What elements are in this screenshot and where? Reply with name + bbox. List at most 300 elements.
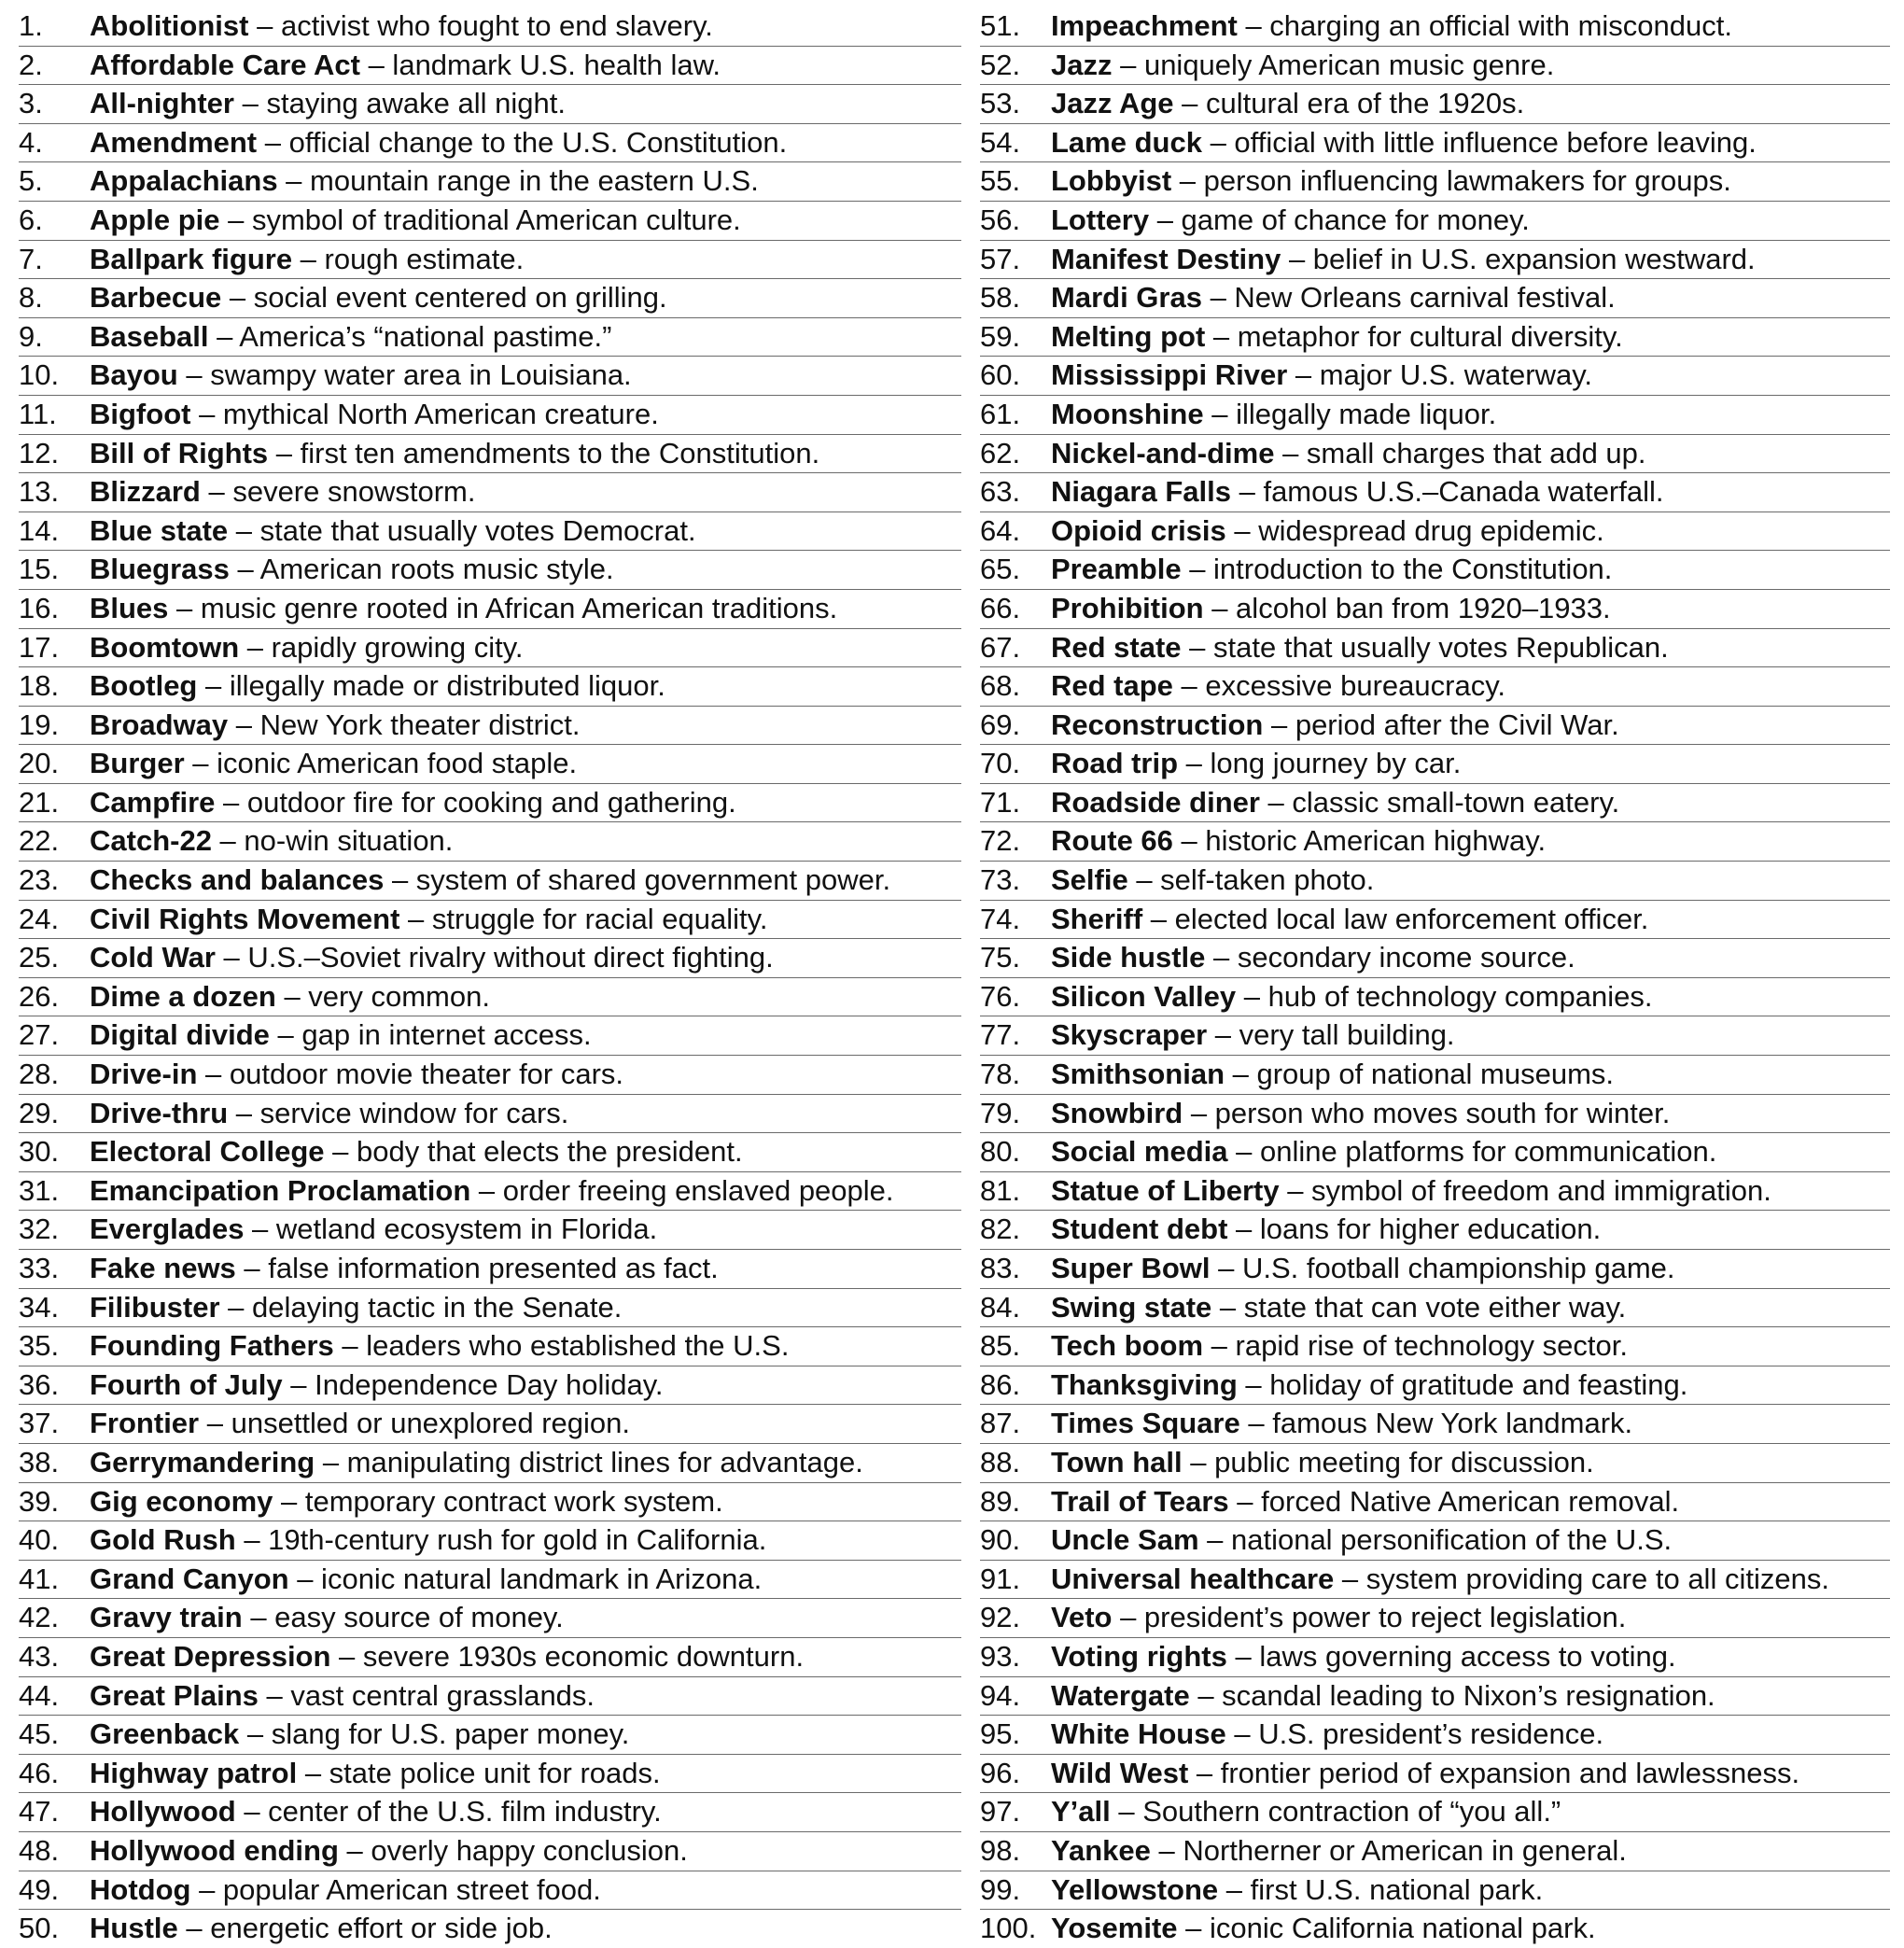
entry-term: Lottery xyxy=(1051,203,1150,236)
entry-definition: – official change to the U.S. Constitution. xyxy=(257,125,788,159)
entry-text xyxy=(1051,1327,1628,1365)
entry-definition: – period after the Civil War. xyxy=(1263,708,1619,741)
entry-text xyxy=(1051,1133,1716,1170)
entry-term: Trail of Tears xyxy=(1051,1484,1229,1518)
glossary-entry xyxy=(980,124,1890,163)
glossary-entry xyxy=(19,512,961,552)
entry-number: 34. xyxy=(19,1290,60,1324)
entry-text xyxy=(1051,7,1732,45)
entry-text xyxy=(90,357,632,394)
glossary-column-right xyxy=(980,7,1890,1948)
entry-number: 2. xyxy=(19,48,43,81)
entry-text xyxy=(90,318,611,356)
entry-definition: – laws governing access to voting. xyxy=(1226,1639,1676,1673)
entry-term: Tech boom xyxy=(1051,1329,1204,1363)
entry-definition: – activist who fought to end slavery. xyxy=(248,9,713,42)
glossary-entry xyxy=(980,1444,1890,1483)
entry-definition: – public meeting for discussion. xyxy=(1182,1445,1594,1479)
entry-number: 81. xyxy=(980,1173,1021,1207)
entry-text xyxy=(1051,162,1731,200)
glossary-entry xyxy=(980,1832,1890,1871)
entry-term: Yankee xyxy=(1051,1833,1151,1867)
entry-number: 99. xyxy=(980,1872,1021,1906)
entry-number: 63. xyxy=(980,475,1021,509)
entry-definition: – alcohol ban from 1920–1933. xyxy=(1203,591,1611,624)
glossary-entry xyxy=(980,85,1890,124)
entry-text xyxy=(90,1172,894,1210)
glossary-entry xyxy=(19,590,961,629)
glossary-entry xyxy=(19,1755,961,1794)
entry-definition: – slang for U.S. paper money. xyxy=(239,1717,630,1751)
entry-term: Gold Rush xyxy=(90,1523,236,1557)
entry-term: Appalachians xyxy=(90,164,278,198)
entry-text xyxy=(1051,590,1611,627)
entry-text xyxy=(1051,1250,1675,1287)
entry-term: Affordable Care Act xyxy=(90,48,360,81)
entry-text xyxy=(1051,667,1505,705)
entry-number: 32. xyxy=(19,1212,60,1246)
entry-text xyxy=(1051,1405,1632,1442)
entry-term: Wild West xyxy=(1051,1756,1189,1789)
entry-definition: – hub of technology companies. xyxy=(1236,979,1653,1013)
entry-definition: – false information presented as fact. xyxy=(235,1252,719,1284)
entry-term: Broadway xyxy=(90,708,229,741)
entry-text xyxy=(90,202,741,239)
entry-definition: – loans for higher education. xyxy=(1227,1212,1602,1246)
entry-text xyxy=(1051,85,1524,122)
entry-number: 96. xyxy=(980,1756,1021,1789)
entry-term: Abolitionist xyxy=(90,9,249,42)
entry-definition: – illegally made liquor. xyxy=(1203,397,1497,430)
entry-number: 29. xyxy=(19,1096,60,1129)
entry-text xyxy=(1051,279,1616,316)
entry-number: 6. xyxy=(19,203,43,236)
glossary-entry xyxy=(19,667,961,707)
entry-text xyxy=(90,1910,553,1947)
glossary-entry xyxy=(980,629,1890,668)
glossary-entry xyxy=(19,1910,961,1948)
entry-definition: – iconic California national park. xyxy=(1177,1912,1596,1945)
entry-term: Reconstruction xyxy=(1051,708,1264,741)
entry-term: Jazz Age xyxy=(1051,87,1174,120)
glossary-entry xyxy=(19,822,961,862)
entry-text xyxy=(1051,822,1546,860)
entry-definition: – secondary income source. xyxy=(1205,941,1575,974)
entry-definition: – symbol of traditional American culture. xyxy=(219,203,741,236)
entry-number: 30. xyxy=(19,1135,60,1169)
entry-number: 45. xyxy=(19,1717,60,1751)
entry-text xyxy=(90,279,667,316)
entry-text xyxy=(1051,784,1619,821)
glossary-entry xyxy=(19,1289,961,1328)
entry-term: Checks and balances xyxy=(90,863,385,897)
entry-term: Impeachment xyxy=(1051,9,1238,42)
glossary-entry xyxy=(980,1172,1890,1212)
entry-definition: – excessive bureaucracy. xyxy=(1172,669,1506,703)
entry-text xyxy=(1051,939,1575,976)
entry-number: 75. xyxy=(980,941,1021,974)
entry-definition: – system of shared government power. xyxy=(384,863,891,897)
entry-text xyxy=(90,1327,789,1365)
entry-text xyxy=(1051,1832,1627,1870)
entry-term: Swing state xyxy=(1051,1290,1212,1324)
entry-term: Mardi Gras xyxy=(1051,281,1202,315)
entry-text xyxy=(90,241,524,278)
entry-definition: – introduction to the Constitution. xyxy=(1181,553,1613,586)
entry-text xyxy=(90,1832,688,1870)
entry-term: Baseball xyxy=(90,319,209,353)
entry-definition: – unsettled or unexplored region. xyxy=(199,1407,630,1440)
entry-term: Hustle xyxy=(90,1912,178,1945)
glossary-entry xyxy=(19,784,961,823)
entry-definition: – classic small-town eatery. xyxy=(1259,785,1620,819)
entry-term: Preamble xyxy=(1051,553,1182,586)
entry-text xyxy=(1051,1677,1715,1715)
entry-number: 13. xyxy=(19,475,60,509)
glossary-entry xyxy=(19,707,961,746)
entry-definition: – rapidly growing city. xyxy=(239,630,524,664)
entry-number: 51. xyxy=(980,9,1021,42)
entry-text xyxy=(90,1677,595,1715)
entry-definition: – self-taken photo. xyxy=(1127,863,1375,897)
entry-term: Highway patrol xyxy=(90,1756,298,1789)
entry-definition: – elected local law enforcement officer. xyxy=(1142,902,1649,935)
entry-text xyxy=(90,862,890,899)
entry-number: 3. xyxy=(19,87,43,120)
entry-definition: – temporary contract work system. xyxy=(273,1484,723,1518)
entry-definition: – holiday of gratitude and feasting. xyxy=(1237,1367,1688,1401)
glossary-entry xyxy=(980,1561,1890,1600)
glossary-entry xyxy=(980,978,1890,1017)
entry-term: Blues xyxy=(90,591,169,624)
entry-definition: – state that usually votes Republican. xyxy=(1181,630,1669,664)
entry-number: 54. xyxy=(980,125,1021,159)
glossary-entry xyxy=(980,1289,1890,1328)
entry-term: Sheriff xyxy=(1051,902,1143,935)
glossary-entry xyxy=(19,1483,961,1522)
glossary-entry xyxy=(980,784,1890,823)
glossary-entry xyxy=(19,629,961,668)
entry-term: Everglades xyxy=(90,1212,245,1246)
entry-definition: – illegally made or distributed liquor. xyxy=(197,669,665,703)
glossary-entry xyxy=(980,707,1890,746)
glossary-entry xyxy=(980,1366,1890,1406)
entry-definition: – landmark U.S. health law. xyxy=(359,48,721,81)
glossary-entry xyxy=(19,435,961,474)
entry-text xyxy=(1051,1910,1596,1947)
entry-definition: – major U.S. waterway. xyxy=(1287,358,1593,392)
glossary-entry xyxy=(19,1599,961,1638)
entry-term: Fourth of July xyxy=(90,1367,283,1401)
entry-number: 35. xyxy=(19,1329,60,1363)
entry-text xyxy=(90,1521,766,1559)
entry-number: 19. xyxy=(19,708,60,741)
entry-text xyxy=(90,512,696,550)
entry-term: Veto xyxy=(1051,1601,1113,1634)
entry-text xyxy=(90,1095,568,1132)
entry-term: White House xyxy=(1051,1717,1226,1751)
glossary-entry xyxy=(980,1483,1890,1522)
entry-number: 78. xyxy=(980,1058,1021,1091)
entry-text xyxy=(90,1405,630,1442)
entry-term: Voting rights xyxy=(1051,1639,1227,1673)
entry-term: Smithsonian xyxy=(1051,1058,1225,1091)
entry-term: Founding Fathers xyxy=(90,1329,334,1363)
glossary-entry xyxy=(980,1133,1890,1172)
entry-number: 94. xyxy=(980,1678,1021,1712)
entry-number: 9. xyxy=(19,319,43,353)
entry-definition: – American roots music style. xyxy=(229,553,614,586)
glossary-entry xyxy=(980,512,1890,552)
entry-text xyxy=(1051,629,1669,666)
entry-term: Gerrymandering xyxy=(90,1445,315,1479)
entry-definition: – person who moves south for winter. xyxy=(1183,1096,1671,1129)
entry-number: 44. xyxy=(19,1678,60,1712)
entry-text xyxy=(1051,241,1756,278)
entry-text xyxy=(90,1133,743,1170)
entry-definition: – scandal leading to Nixon’s resignation. xyxy=(1189,1678,1715,1712)
glossary-entry xyxy=(980,822,1890,862)
entry-text xyxy=(1051,1444,1594,1481)
glossary-entry xyxy=(19,1832,961,1871)
entry-term: Great Plains xyxy=(90,1678,259,1712)
glossary-entry xyxy=(980,1910,1890,1948)
entry-term: Bill of Rights xyxy=(90,436,269,469)
entry-term: Nickel-and-dime xyxy=(1051,436,1275,469)
entry-definition: – New Orleans carnival festival. xyxy=(1201,281,1616,315)
entry-definition: – small charges that add up. xyxy=(1274,436,1646,469)
entry-text xyxy=(1051,978,1653,1016)
entry-definition: – struggle for racial equality. xyxy=(399,902,768,935)
entry-number: 92. xyxy=(980,1601,1021,1634)
entry-text xyxy=(90,473,475,511)
glossary-entry xyxy=(19,162,961,202)
entry-definition: – first ten amendments to the Constitution. xyxy=(268,436,820,469)
entry-number: 77. xyxy=(980,1018,1021,1052)
entry-number: 48. xyxy=(19,1833,60,1867)
entry-definition: – state that usually votes Democrat. xyxy=(228,513,696,547)
entry-term: Thanksgiving xyxy=(1051,1367,1238,1401)
entry-text xyxy=(1051,1561,1829,1598)
entry-number: 53. xyxy=(980,87,1021,120)
entry-definition: – mountain range in the eastern U.S. xyxy=(277,164,759,198)
glossary-entry xyxy=(980,357,1890,396)
entry-text xyxy=(1051,47,1554,84)
entry-term: Hollywood ending xyxy=(90,1833,339,1867)
entry-text xyxy=(90,1366,664,1404)
entry-text xyxy=(1051,318,1623,356)
entry-text xyxy=(90,1250,719,1287)
entry-number: 47. xyxy=(19,1795,60,1829)
entry-text xyxy=(90,1056,623,1093)
glossary-entry xyxy=(980,901,1890,940)
entry-term: Town hall xyxy=(1051,1445,1183,1479)
entry-definition: – forced Native American removal. xyxy=(1228,1484,1680,1518)
glossary-entry xyxy=(980,202,1890,241)
entry-number: 16. xyxy=(19,591,60,624)
entry-number: 10. xyxy=(19,358,60,392)
entry-definition: – metaphor for cultural diversity. xyxy=(1205,319,1623,353)
entry-text xyxy=(90,1793,662,1830)
glossary-entry xyxy=(19,241,961,280)
glossary-entry xyxy=(980,162,1890,202)
entry-term: Road trip xyxy=(1051,747,1179,780)
entry-definition: – severe snowstorm. xyxy=(200,475,476,509)
entry-text xyxy=(1051,1056,1614,1093)
glossary-entry xyxy=(980,551,1890,590)
entry-term: Dime a dozen xyxy=(90,979,276,1013)
glossary-entry xyxy=(980,1211,1890,1250)
entry-number: 89. xyxy=(980,1484,1021,1518)
entry-term: Bluegrass xyxy=(90,553,230,586)
entry-term: Burger xyxy=(90,747,185,780)
entry-number: 36. xyxy=(19,1367,60,1401)
entry-term: Statue of Liberty xyxy=(1051,1173,1280,1207)
entry-number: 76. xyxy=(980,979,1021,1013)
entry-term: Amendment xyxy=(90,125,258,159)
entry-number: 100. xyxy=(980,1912,1037,1945)
entry-number: 79. xyxy=(980,1096,1021,1129)
entry-term: Melting pot xyxy=(1051,319,1206,353)
entry-text xyxy=(90,1638,804,1675)
entry-term: Red state xyxy=(1051,630,1182,664)
entry-term: Hotdog xyxy=(90,1872,191,1906)
entry-term: Selfie xyxy=(1051,863,1128,897)
glossary-entry xyxy=(19,124,961,163)
entry-number: 40. xyxy=(19,1523,60,1557)
entry-term: Uncle Sam xyxy=(1051,1523,1199,1557)
entry-definition: – swampy water area in Louisiana. xyxy=(177,358,632,392)
entry-term: Barbecue xyxy=(90,281,222,315)
glossary-entry xyxy=(980,396,1890,435)
glossary-entry xyxy=(19,318,961,357)
glossary-entry xyxy=(980,435,1890,474)
entry-number: 42. xyxy=(19,1601,60,1634)
glossary-entry xyxy=(980,1095,1890,1134)
glossary-entry xyxy=(19,1172,961,1212)
entry-definition: – first U.S. national park. xyxy=(1218,1872,1544,1906)
entry-number: 90. xyxy=(980,1523,1021,1557)
entry-text xyxy=(90,1016,592,1054)
entry-definition: – center of the U.S. film industry. xyxy=(235,1795,662,1829)
entry-text xyxy=(1051,745,1461,782)
entry-definition: – 19th-century rush for gold in California. xyxy=(235,1523,767,1557)
entry-text xyxy=(90,590,837,627)
glossary-entry xyxy=(19,1561,961,1600)
entry-text xyxy=(90,667,665,705)
entry-term: Cold War xyxy=(90,941,216,974)
entry-number: 56. xyxy=(980,203,1021,236)
entry-term: All-nighter xyxy=(90,87,234,120)
entry-definition: – online platforms for communication. xyxy=(1227,1135,1717,1169)
entry-text xyxy=(90,1871,601,1909)
glossary-entry xyxy=(19,1095,961,1134)
entry-definition: – rough estimate. xyxy=(292,242,525,275)
entry-definition: – system providing care to all citizens. xyxy=(1334,1562,1829,1595)
entry-definition: – popular American street food. xyxy=(190,1872,601,1906)
entry-number: 55. xyxy=(980,164,1021,198)
entry-term: Campfire xyxy=(90,785,216,819)
entry-definition: – severe 1930s economic downturn. xyxy=(330,1639,805,1673)
entry-number: 62. xyxy=(980,436,1021,469)
glossary-column-left xyxy=(19,7,961,1948)
entry-number: 21. xyxy=(19,785,60,819)
glossary-entry xyxy=(980,1056,1890,1095)
entry-definition: – state that can vote either way. xyxy=(1211,1290,1627,1324)
glossary-entry xyxy=(19,1133,961,1172)
entry-definition: – leaders who established the U.S. xyxy=(333,1329,790,1363)
entry-number: 67. xyxy=(980,630,1021,664)
entry-term: Catch-22 xyxy=(90,824,212,858)
entry-term: Apple pie xyxy=(90,203,220,236)
entry-number: 95. xyxy=(980,1717,1021,1751)
glossary-entry xyxy=(19,85,961,124)
entry-definition: – symbol of freedom and immigration. xyxy=(1279,1173,1771,1207)
entry-definition: – person influencing lawmakers for groups. xyxy=(1171,164,1731,198)
entry-number: 15. xyxy=(19,553,60,586)
entry-text xyxy=(90,822,453,860)
entry-number: 38. xyxy=(19,1445,60,1479)
entry-number: 23. xyxy=(19,863,60,897)
entry-number: 84. xyxy=(980,1290,1021,1324)
entry-number: 5. xyxy=(19,164,43,198)
entry-number: 85. xyxy=(980,1329,1021,1363)
entry-definition: – frontier period of expansion and lawlessness. xyxy=(1188,1756,1800,1789)
entry-number: 18. xyxy=(19,669,60,703)
entry-text xyxy=(1051,435,1646,472)
entry-number: 86. xyxy=(980,1367,1021,1401)
entry-term: Boomtown xyxy=(90,630,240,664)
entry-term: Lobbyist xyxy=(1051,164,1172,198)
glossary-entry xyxy=(19,396,961,435)
entry-definition: – America’s “national pastime.” xyxy=(208,319,612,353)
entry-term: Manifest Destiny xyxy=(1051,242,1281,275)
glossary-entry xyxy=(980,1793,1890,1832)
entry-definition: – famous New York landmark. xyxy=(1239,1407,1633,1440)
glossary-entry xyxy=(980,1327,1890,1366)
entry-text xyxy=(90,1716,629,1753)
entry-text xyxy=(90,162,759,200)
glossary-entry xyxy=(19,1211,961,1250)
entry-text xyxy=(1051,1793,1561,1830)
glossary-entry xyxy=(980,939,1890,978)
entry-text xyxy=(1051,1599,1626,1636)
entry-definition: – music genre rooted in African American traditions. xyxy=(168,591,838,624)
entry-term: Gravy train xyxy=(90,1601,243,1634)
entry-number: 73. xyxy=(980,863,1021,897)
entry-definition: – vast central grasslands. xyxy=(258,1678,595,1712)
entry-number: 74. xyxy=(980,902,1021,935)
entry-term: Electoral College xyxy=(90,1135,325,1169)
glossary-entry xyxy=(980,667,1890,707)
entry-number: 93. xyxy=(980,1639,1021,1673)
entry-number: 87. xyxy=(980,1407,1021,1440)
entry-number: 46. xyxy=(19,1756,60,1789)
entry-text xyxy=(90,939,774,976)
entry-number: 22. xyxy=(19,824,60,858)
entry-number: 83. xyxy=(980,1252,1021,1284)
entry-text xyxy=(90,978,490,1016)
glossary-entry xyxy=(19,1793,961,1832)
entry-definition: – U.S. football championship game. xyxy=(1210,1252,1675,1284)
glossary-entry xyxy=(19,939,961,978)
entry-definition: – outdoor movie theater for cars. xyxy=(197,1058,624,1091)
entry-text xyxy=(1051,473,1664,511)
entry-definition: – iconic American food staple. xyxy=(184,747,578,780)
entry-definition: – mythical North American creature. xyxy=(190,397,659,430)
entry-term: Y’all xyxy=(1051,1795,1111,1829)
entry-term: Side hustle xyxy=(1051,941,1206,974)
